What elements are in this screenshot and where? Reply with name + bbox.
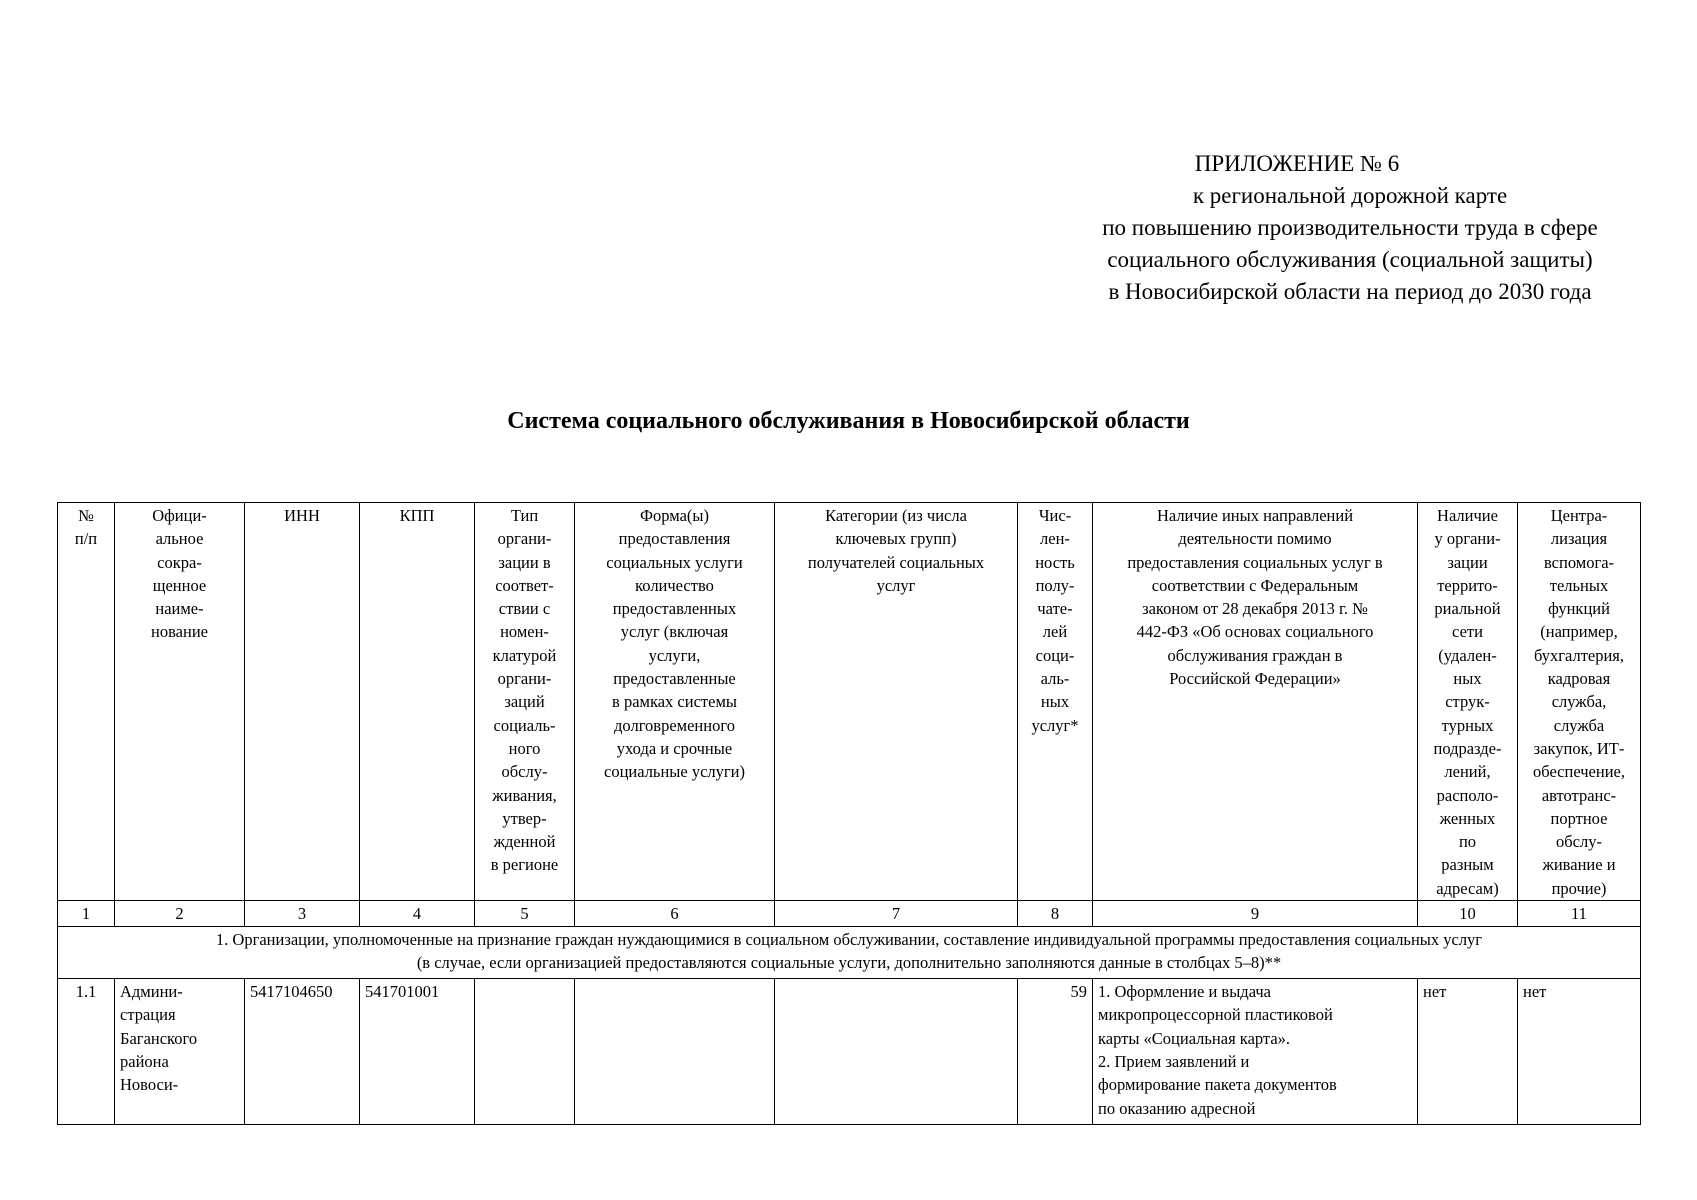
cell-line: услуги, — [648, 645, 701, 665]
cell-line: органи- — [497, 669, 552, 689]
cell-line: 1. Оформление и выдача — [1098, 982, 1271, 1002]
cell-line: портное — [1550, 808, 1608, 828]
cell-line: номен- — [500, 622, 549, 642]
column-number: 9 — [1093, 901, 1418, 927]
appendix-line: к региональной дорожной карте — [1192, 183, 1508, 208]
cell-line: сети — [1452, 622, 1483, 642]
cell-line: (удален- — [1438, 645, 1497, 665]
cell-line: служба — [1553, 715, 1605, 735]
cell-line: социальных услуги — [606, 552, 743, 572]
network-cell: нет — [1418, 979, 1518, 1125]
appendix-line: социального обслуживания (социальной защиты) — [1107, 247, 1593, 272]
cell-line: предоставления — [618, 529, 731, 549]
cell-line: социаль- — [493, 715, 556, 735]
cell-line: ность — [1035, 552, 1075, 572]
cell-line: формирование пакета документов — [1098, 1075, 1337, 1095]
column-number: 3 — [245, 901, 360, 927]
cell-line: располо- — [1436, 785, 1499, 805]
cell-line: наиме- — [155, 599, 204, 619]
header-cell — [1093, 503, 1418, 901]
cell-line: закупок, ИТ- — [1533, 738, 1625, 758]
cell-line: жденной — [493, 832, 556, 852]
cell-line: услуг (включая — [620, 622, 729, 642]
cell-line: по оказанию адресной — [1098, 1098, 1256, 1118]
cell-line: законом от 28 декабря 2013 г. № — [1142, 599, 1368, 619]
section-line: (в случае, если организацией предоставляются социальные услуги, дополнительно заполняются данные в столбцах 5–8)** — [416, 953, 1282, 973]
cell-line: (например, — [1540, 622, 1618, 642]
cell-line: в рамках системы — [612, 692, 737, 712]
cell-line: карты «Социальная карта». — [1098, 1028, 1291, 1048]
cell-line: лизация — [1550, 529, 1608, 549]
cell-line: ных — [1040, 692, 1070, 712]
column-number: 5 — [475, 901, 575, 927]
cell-line: обслуживания граждан в — [1167, 645, 1343, 665]
cell-line: альное — [155, 529, 204, 549]
column-number: 1 — [58, 901, 115, 927]
column-number: 6 — [575, 901, 775, 927]
cell-line: 442-ФЗ «Об основах социального — [1136, 622, 1374, 642]
header-cell — [475, 503, 575, 901]
cell-line: деятельности помимо — [1178, 529, 1332, 549]
recipients-cell: 59 — [1018, 979, 1093, 1125]
cell-line: заций — [504, 692, 545, 712]
cell-line: Наличие — [1437, 506, 1498, 525]
cell-line: социальные услуги) — [604, 762, 745, 782]
column-number: 2 — [115, 901, 245, 927]
cell-line: предоставления социальных услуг в — [1127, 552, 1383, 572]
cell-line: ухода и срочные — [616, 738, 733, 758]
cell-line: ствии с — [498, 599, 551, 619]
table-row — [58, 979, 1641, 1125]
cell-line: прочие) — [1551, 878, 1607, 898]
categories-cell — [775, 979, 1018, 1125]
cell-line: КПП — [399, 506, 435, 525]
cell-line: Новоси- — [120, 1075, 179, 1095]
cell-line: по — [1458, 832, 1477, 852]
cell-line: служба, — [1551, 692, 1607, 712]
appendix-line: в Новосибирской области на период до 2030 года — [1108, 279, 1592, 304]
cell-line: Офици- — [152, 506, 207, 525]
cell-line: долговременного — [614, 715, 735, 735]
header-cell — [575, 503, 775, 901]
cell-line: соци- — [1035, 645, 1075, 665]
cell-line: соответствии с Федеральным — [1151, 575, 1359, 595]
section-1-heading — [58, 927, 1641, 979]
cell-line: разным — [1441, 855, 1494, 875]
column-number: 4 — [360, 901, 475, 927]
document-title: Система социального обслуживания в Новосибирской области — [507, 408, 1190, 434]
cell-line: ИНН — [284, 506, 320, 525]
cell-line: Центра- — [1550, 506, 1608, 525]
header-cell — [58, 503, 115, 901]
section-line: 1. Организации, уполномоченные на признание граждан нуждающимися в социальном обслуживании, составление индивидуальной программы предоставления социальных услуг — [215, 930, 1483, 950]
appendix-line: ПРИЛОЖЕНИЕ № 6 — [1194, 151, 1400, 176]
cell-line: функций — [1548, 599, 1610, 619]
cell-line: услуг* — [1031, 715, 1079, 735]
inn-cell: 5417104650 — [245, 979, 360, 1125]
cell-line: обеспечение, — [1533, 762, 1625, 782]
column-number: 10 — [1418, 901, 1518, 927]
cell-line: микропроцессорной пластиковой — [1098, 1005, 1333, 1025]
column-number: 7 — [775, 901, 1018, 927]
cell-line: п/п — [74, 529, 98, 549]
appendix-line: по повышению производительности труда в сфере — [1102, 215, 1598, 240]
cell-line: ного — [508, 738, 541, 758]
header-cell — [1418, 503, 1518, 901]
other-activities-cell — [1093, 979, 1418, 1125]
cell-line: Админи- — [120, 982, 183, 1002]
cell-line: бухгалтерия, — [1533, 645, 1625, 665]
cell-line: количество — [635, 575, 714, 595]
cell-line: ных — [1453, 669, 1482, 689]
cell-line: чате- — [1037, 599, 1073, 619]
cell-line: страция — [120, 1005, 176, 1025]
cell-line: сокра- — [157, 552, 202, 572]
cell-line: клатурой — [492, 645, 557, 665]
cell-line: лен- — [1040, 529, 1070, 549]
cell-line: Баганского — [120, 1028, 198, 1048]
cell-line: ключевых групп) — [835, 529, 957, 549]
cell-line: тельных — [1549, 575, 1609, 595]
cell-line: автотранс- — [1541, 785, 1617, 805]
cell-line: лей — [1042, 622, 1068, 642]
cell-line: предоставленные — [613, 669, 736, 689]
cell-line: вспомога- — [1543, 552, 1615, 572]
cell-line: женных — [1439, 808, 1496, 828]
header-cell — [1518, 503, 1641, 901]
cell-line: зации — [1447, 552, 1488, 572]
header-cell — [115, 503, 245, 901]
cell-line: органи- — [497, 529, 552, 549]
cell-line: у органи- — [1434, 529, 1501, 549]
org-type-cell — [475, 979, 575, 1125]
cell-line: Российской Федерации» — [1169, 669, 1341, 689]
cell-line: адресам) — [1436, 878, 1499, 898]
cell-line: Форма(ы) — [639, 506, 709, 525]
cell-line: соответ- — [495, 575, 554, 595]
row-number: 1.1 — [58, 979, 115, 1125]
cell-line: Наличие иных направлений — [1156, 506, 1354, 525]
table-header-row — [58, 503, 1641, 901]
cell-line: № — [78, 506, 94, 525]
cell-line: Тип — [510, 506, 539, 525]
cell-line: подразде- — [1433, 738, 1502, 758]
header-cell — [245, 503, 360, 901]
cell-line: турных — [1441, 715, 1494, 735]
appendix-block — [1000, 148, 1697, 308]
centralization-cell: нет — [1518, 979, 1641, 1125]
cell-line: услуг — [876, 575, 916, 595]
kpp-cell: 541701001 — [360, 979, 475, 1125]
cell-line: Чис- — [1038, 506, 1072, 525]
cell-line: лений, — [1444, 762, 1491, 782]
cell-line: получателей социальных — [807, 552, 985, 572]
org-name-cell — [115, 979, 245, 1125]
cell-line: кадровая — [1547, 669, 1611, 689]
forms-cell — [575, 979, 775, 1125]
cell-line: в регионе — [490, 855, 559, 875]
column-number: 8 — [1018, 901, 1093, 927]
cell-line: утвер- — [502, 808, 547, 828]
cell-line: зации в — [498, 552, 551, 572]
header-cell — [360, 503, 475, 901]
cell-line: полу- — [1035, 575, 1075, 595]
cell-line: щенное — [152, 575, 207, 595]
cell-line: живание и — [1542, 855, 1616, 875]
cell-line: 2. Прием заявлений и — [1098, 1051, 1250, 1071]
cell-line: обслу- — [501, 762, 548, 782]
cell-line: предоставленных — [612, 599, 737, 619]
column-number-row — [58, 901, 1641, 927]
cell-line: струк- — [1445, 692, 1490, 712]
cell-line: аль- — [1040, 669, 1070, 689]
cell-line: Категории (из числа — [825, 506, 967, 525]
column-number: 11 — [1518, 901, 1641, 927]
header-cell — [1018, 503, 1093, 901]
social-services-table — [57, 502, 1641, 1125]
cell-line: живания, — [492, 785, 557, 805]
cell-line: террито- — [1437, 575, 1498, 595]
cell-line: обслу- — [1556, 832, 1602, 852]
cell-line: нование — [151, 622, 208, 642]
cell-line: района — [120, 1051, 169, 1071]
header-cell — [775, 503, 1018, 901]
section-header-row — [58, 927, 1641, 979]
cell-line: риальной — [1434, 599, 1501, 619]
